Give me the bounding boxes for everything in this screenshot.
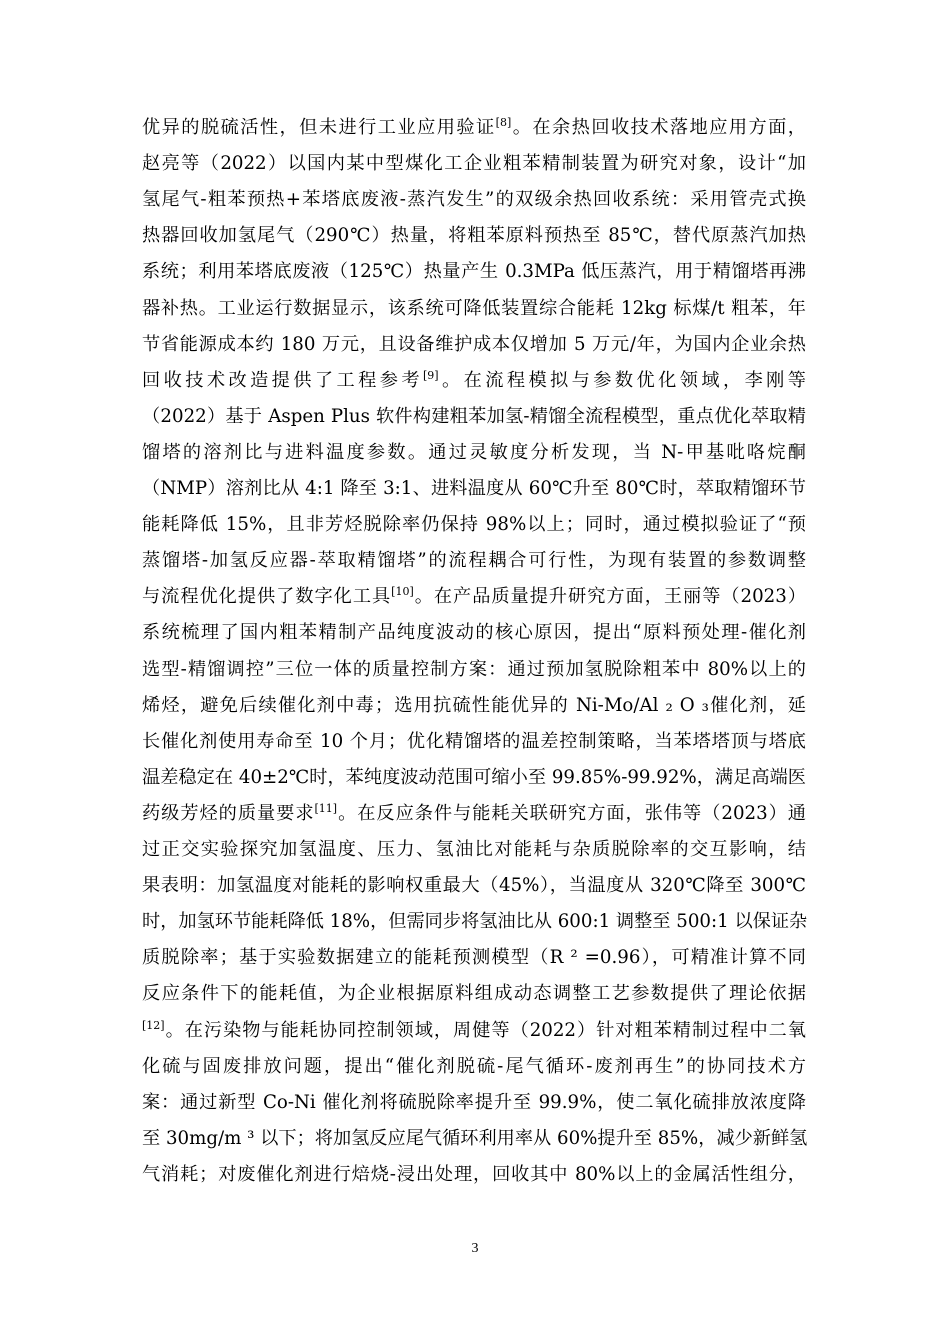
text-line: 优异的脱硫活性，但未进行工业应用验证[8]。在余热回收技术落地应用方面， [142,115,806,138]
text-line: 果表明：加氢温度对能耗的影响权重最大（45%），当温度从 320℃降至 300℃ [142,875,806,897]
text-line: 反应条件下的能耗值，为企业根据原料组成动态调整工艺参数提供了理论依据 [142,983,806,1005]
text-line: 化硫与固废排放问题，提出“催化剂脱硫-尾气循环-废剂再生”的协同技术方 [142,1055,806,1077]
text-line: 系统梳理了国内粗苯精制产品纯度波动的核心原因，提出“原料预处理-催化剂 [142,622,806,644]
text-line: 赵亮等（2022）以国内某中型煤化工企业粗苯精制装置为研究对象，设计“加 [142,153,806,175]
text-line: 案：通过新型 Co-Ni 催化剂将硫脱除率提升至 99.9%，使二氧化硫排放浓度降 [142,1091,806,1113]
text-line: 时，加氢环节能耗降低 18%，但需同步将氢油比从 600:1 调整至 500:1 以保证杂 [142,911,808,933]
text-line: 热器回收加氢尾气（290℃）热量，将粗苯原料预热至 85℃，替代原蒸汽加热 [142,225,806,247]
page-number: 3 [471,1241,479,1256]
text-line: 药级芳烃的质量要求[11]。在反应条件与能耗关联研究方面，张伟等（2023）通 [142,801,806,824]
text-line: 质脱除率；基于实验数据建立的能耗预测模型（R ² =0.96），可精准计算不同 [142,947,806,969]
text-line: （2022）基于 Aspen Plus 软件构建粗苯加氢-精馏全流程模型，重点优化萃取精 [142,405,806,427]
text-line: [12]。在污染物与能耗协同控制领域，周健等（2022）针对粗苯精制过程中二氧 [142,1018,806,1041]
text-line: 馏塔的溶剂比与进料温度参数。通过灵敏度分析发现，当 N-甲基吡咯烷酮 [142,441,806,463]
text-line: 节省能源成本约 180 万元，且设备维护成本仅增加 5 万元/年，为国内企业余热 [142,333,806,355]
text-line: 过正交实验探究加氢温度、压力、氢油比对能耗与杂质脱除率的交互影响，结 [142,839,806,860]
text-line: 烯烃，避免后续催化剂中毒；选用抗硫性能优异的 Ni-Mo/Al ₂ O ₃催化剂，延 [142,694,806,716]
text-line: 系统；利用苯塔底废液（125℃）热量产生 0.3MPa 低压蒸汽，用于精馏塔再沸 [142,261,806,283]
text-line: 气消耗；对废催化剂进行焙烧-浸出处理，回收其中 80%以上的金属活性组分， [142,1163,806,1185]
text-line: 温差稳定在 40±2℃时，苯纯度波动范围可缩小至 99.85%-99.92%，满足高端医 [142,766,806,788]
text-line: 氢尾气-粗苯预热+苯塔底废液-蒸汽发生”的双级余热回收系统：采用管壳式换 [142,189,806,211]
text-line: 选型-精馏调控”三位一体的质量控制方案：通过预加氢脱除粗苯中 80%以上的 [142,658,806,680]
text-line: 长催化剂使用寿命至 10 个月；优化精馏塔的温差控制策略，当苯塔塔顶与塔底 [142,730,806,752]
text-line: 回收技术改造提供了工程参考[9]。在流程模拟与参数优化领域，李刚等 [142,368,806,391]
text-line: 至 30mg/m ³ 以下；将加氢反应尾气循环利用率从 60%提升至 85%，减少新鲜氢 [142,1127,808,1149]
text-line: 器补热。工业运行数据显示，该系统可降低装置综合能耗 12kg 标煤/t 粗苯，年 [142,297,806,319]
text-line: 能耗降低 15%，且非芳烃脱除率仍保持 98%以上；同时，通过模拟验证了“预 [142,514,806,536]
text-line: （NMP）溶剂比从 4:1 降至 3:1、进料温度从 60℃升至 80℃时，萃取精馏环节 [142,478,806,499]
text-line: 蒸馏塔-加氢反应器-萃取精馏塔”的流程耦合可行性，为现有装置的参数调整 [142,550,806,572]
text-line: 与流程优化提供了数字化工具[10]。在产品质量提升研究方面，王丽等（2023） [142,585,806,608]
